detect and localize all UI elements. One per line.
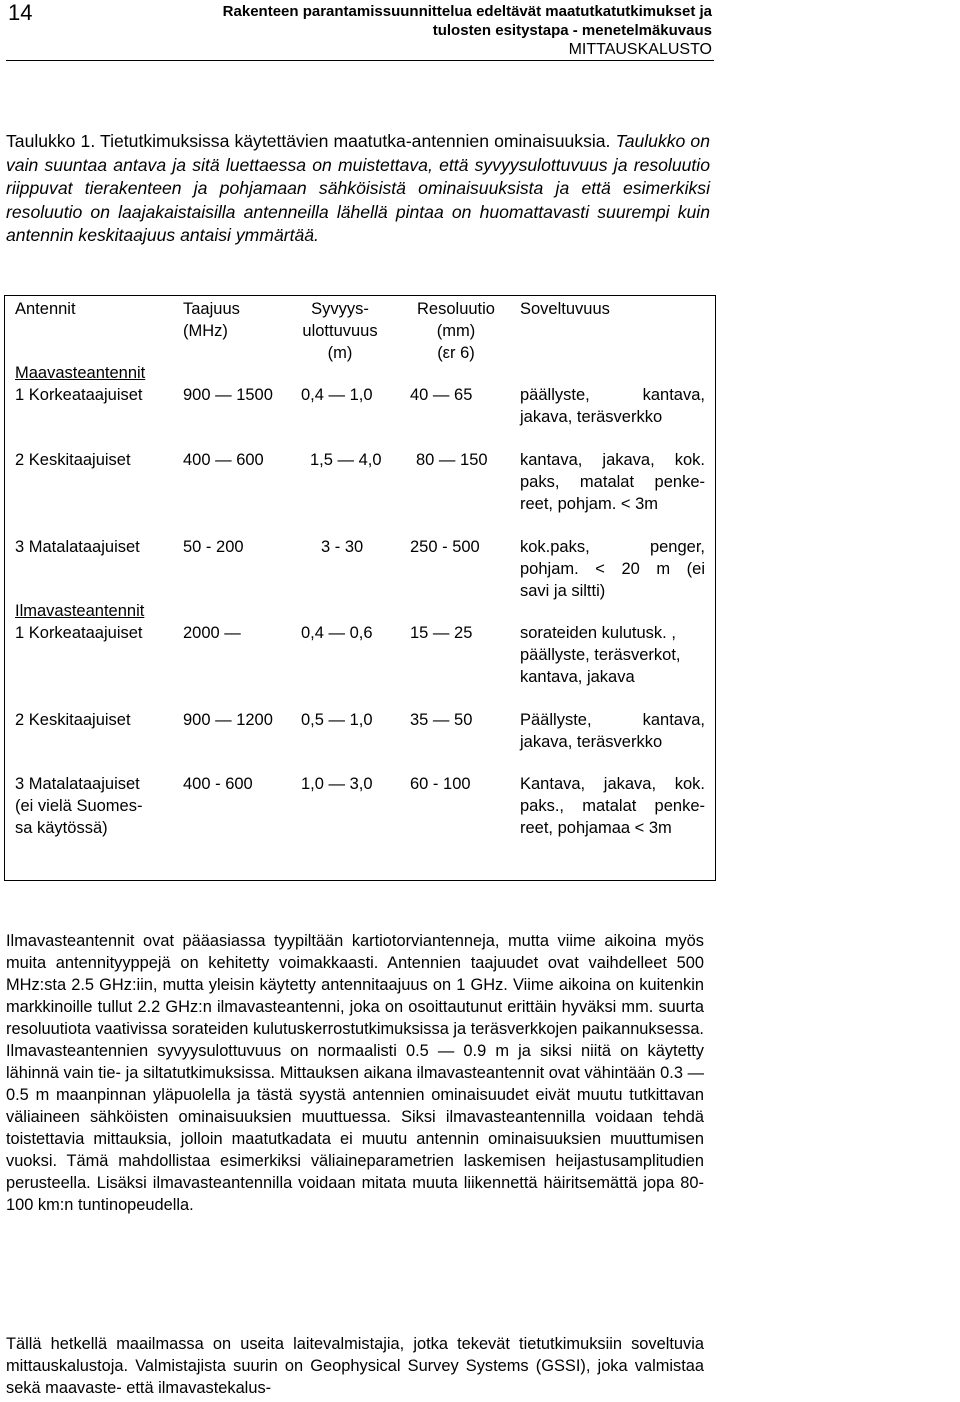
depth-cell: 0,4 — 0,6: [301, 624, 373, 642]
frequency-cell: 900 — 1200: [183, 711, 273, 729]
frequency-cell: 900 — 1500: [183, 386, 273, 404]
col-header-antenna: Antennit: [15, 300, 76, 318]
col-header-depth: Syvyys- ulottuvuus (m): [302, 300, 378, 362]
group-title: Ilmavasteantennit: [15, 602, 145, 620]
frequency-cell: 400 — 600: [183, 451, 264, 469]
suitability-cell: sorateiden kulutusk. , päällyste, teräsverkot, kantava, jakava: [520, 624, 681, 686]
suitability-cell: kantava, jakava, kok. paks, matalat penke- reet, pohjam. < 3m: [520, 451, 705, 513]
depth-cell: 1,5 — 4,0: [310, 451, 382, 469]
body-paragraph: Tällä hetkellä maailmassa on useita laitevalmistajia, jotka tekevät tietutkimuksiin soveltuvia mittauskalustoja. Valmistajista suurin on Geophysical Survey Systems (GSSI), joka valmistaa sekä maavaste- että ilmavastekalus-: [6, 1335, 704, 1397]
depth-cell: 0,4 — 1,0: [301, 386, 373, 404]
running-header: [212, 2, 712, 59]
resolution-cell: 15 — 25: [410, 624, 473, 642]
resolution-cell: 250 - 500: [410, 538, 480, 556]
resolution-cell: 35 — 50: [410, 711, 473, 729]
col-header-frequency: Taajuus (MHz): [183, 300, 240, 340]
header-title-line1: Rakenteen parantamissuunnittelua edeltävät maatutkatutkimukset ja: [222, 3, 712, 20]
caption-text: Taulukko on vain suuntaa antava ja sitä luettaessa on muistettava, että syvyysulottuvuus ja resoluutio riippuvat tierakenteen ja pohjamaan sähköisistä ominaisuuksista ja että esimerkiksi resoluutio on laajakaistaisilla antenneilla lähellä pintaa on huomattavasti suurempi kuin antennin keskitaajuus antaisi ymmärtää.: [6, 131, 711, 245]
antenna-table: [4, 295, 716, 881]
table-caption: [6, 130, 710, 248]
suitability-cell: Päällyste, kantava, jakava, teräsverkko: [520, 711, 705, 751]
body-paragraph: Ilmavasteantennit ovat pääasiassa tyypiltään kartiotorviantenneja, mutta viime aikoina myös muita antennityyppejä on kehitetty voimakkaasti. Antennien taajuudet ovat vaihdelleet 500 MHz:sta 2.5 GHz:iin, mutta yleisin käytetty antennitaajuus on 1 GHz. Viime aikoina on kuitenkin markkinoille tullut 2.2 GHz:n ilmavasteantenni, joka on osoittautunut erittäin hyväksi mm. suurta resoluutiota vaativissa sorateiden kulutuskerrostutkimuksissa ja teräsverkkojen paikannuksessa. Ilmavasteantennien syvyysulottuvuus on normaalisti 0.5 — 0.9 m ja siksi niitä on käytetty lähinnä vain tie- ja siltatutkimuksissa. Mittauksen aikana ilmavasteantennit ovat vähintään 0.3 — 0.5 m maanpinnan yläpuolella ja tästä syystä antennien ominaisuudet eivät muutu tutkittavan väliaineen sähköisten ominaisuuksien muuttuessa. Siksi ilmavasteantennilla voidaan tehdä toistettavia mittauksia, jolloin maatutkadata ei muutu antennin ominaisuuksien muuttumisen vuoksi. Tämä mahdollistaa esimerkiksi väliaineparametrien laskemisen heijastusamplitudien perusteella. Lisäksi ilmavasteantennilla voidaan mitata muuta liikennettä häiritsemättä jopa 80-100 km:n tuntinopeudella.: [6, 932, 704, 1214]
col-header-suitability: Soveltuvuus: [520, 300, 610, 318]
group-title: Maavasteantennit: [15, 364, 146, 382]
header-subtitle: MITTAUSKALUSTO: [568, 41, 712, 58]
header-title-line2: tulosten esitystapa - menetelmäkuvaus: [432, 22, 712, 39]
depth-cell: 3 - 30: [321, 538, 364, 556]
antenna-name: 3 Matalataajuiset (ei vielä Suomes- sa käytössä): [15, 775, 143, 837]
suitability-cell: kok.paks, penger, pohjam. < 20 m (ei savi ja siltti): [520, 538, 705, 600]
caption-label: Taulukko 1. Tietutkimuksissa käytettävien maatutka-antennien ominaisuuksia.: [6, 131, 611, 151]
suitability-cell: päällyste, kantava, jakava, teräsverkko: [520, 386, 705, 426]
resolution-cell: 80 — 150: [416, 451, 488, 469]
antenna-name: 2 Keskitaajuiset: [15, 711, 131, 729]
depth-cell: 1,0 — 3,0: [301, 775, 373, 793]
resolution-cell: 40 — 65: [410, 386, 473, 404]
frequency-cell: 2000 —: [183, 624, 241, 642]
antenna-name: 1 Korkeataajuiset: [15, 386, 143, 404]
antenna-name: 1 Korkeataajuiset: [15, 624, 143, 642]
resolution-cell: 60 - 100: [410, 775, 471, 793]
frequency-cell: 50 - 200: [183, 538, 244, 556]
antenna-name: 2 Keskitaajuiset: [15, 451, 131, 469]
page-number: 14: [8, 0, 33, 25]
antenna-name: 3 Matalataajuiset: [15, 538, 140, 556]
frequency-cell: 400 - 600: [183, 775, 253, 793]
depth-cell: 0,5 — 1,0: [301, 711, 373, 729]
col-header-resolution: Resoluutio (mm) (εr 6): [417, 300, 495, 362]
suitability-cell: Kantava, jakava, kok. paks., matalat penke- reet, pohjamaa < 3m: [520, 775, 705, 837]
header-rule: [6, 60, 714, 61]
